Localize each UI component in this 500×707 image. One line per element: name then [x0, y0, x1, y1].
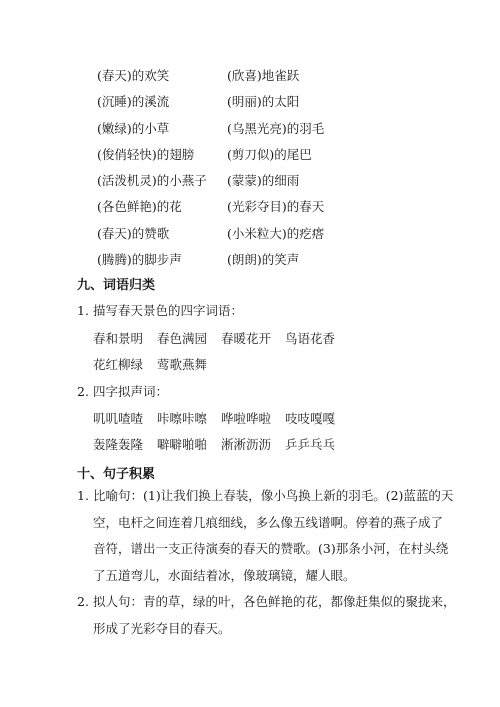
- word-group-row: [93, 355, 221, 373]
- word: 吱吱嘎嘎: [285, 411, 336, 426]
- pair-right: (朗朗)的笑声: [227, 252, 300, 268]
- paragraph-line: 空，电杆之间连着几痕细线，多么像五线谱啊。停着的燕子成了: [93, 514, 444, 530]
- line-text: 拟人句：青的草，绿的叶，各色鲜艳的花，都像赶集似的聚拢来，: [93, 594, 456, 609]
- paragraph-personification: [77, 589, 465, 642]
- paragraph-metaphor: [77, 483, 465, 589]
- section-heading-10: 十、句子积累: [77, 467, 156, 482]
- item-text: 四字拟声词：: [93, 384, 169, 399]
- item-number: 2.: [77, 384, 89, 399]
- pair-left: (俊俏轻快)的翅膀: [97, 146, 195, 162]
- word: 哗啦哗啦: [221, 411, 272, 426]
- word: 噼噼啪啪: [157, 437, 208, 452]
- word: 咔嚓咔嚓: [157, 411, 208, 426]
- pair-left: (活泼机灵)的小燕子: [97, 173, 207, 189]
- line-text: 比喻句：(1)让我们换上春装，像小鸟换上新的羽毛。(2)蓝蓝的天: [93, 488, 454, 503]
- pair-right: (欣喜)地雀跃: [227, 68, 300, 83]
- word: 春色满园: [157, 331, 208, 346]
- item-number: 1.: [77, 488, 89, 503]
- word: 春暖花开: [221, 331, 272, 346]
- word-pair-row: [97, 168, 357, 194]
- word: 花红柳绿: [93, 357, 144, 372]
- pair-right: (小米粒大)的疙瘩: [227, 225, 325, 241]
- word: 鸟语花香: [285, 331, 336, 346]
- item-number: 2.: [77, 594, 89, 609]
- word-pair-list: [97, 63, 357, 273]
- word: 轰隆轰隆: [93, 437, 144, 452]
- pair-right: (明丽)的太阳: [227, 94, 300, 110]
- word-pair-row: [97, 116, 357, 142]
- paragraph-line: 音符，谱出一支正待演奏的春天的赞歌。(3)那条小河，在村头绕: [93, 541, 449, 556]
- paragraph-line: 了五道弯儿，水面结着冰，像玻璃镜，耀人眼。: [93, 567, 356, 583]
- pair-left: (春天)的赞歌: [97, 225, 170, 241]
- list-item-2: [77, 382, 168, 400]
- pair-left: (腾腾)的脚步声: [97, 252, 182, 268]
- item-text: 描写春天景色的四字词语：: [93, 303, 244, 318]
- paragraph-line: [77, 589, 465, 616]
- pair-right: (剪刀似)的尾巴: [227, 146, 312, 162]
- word-group-row: [93, 409, 349, 427]
- item-number: 1.: [77, 303, 89, 318]
- word-group-row: [93, 435, 349, 453]
- pair-left: (嫩绿)的小草: [97, 120, 170, 136]
- pair-right: (乌黑光亮)的羽毛: [227, 120, 325, 136]
- list-item-1: [77, 301, 243, 319]
- pair-right: (光彩夺目)的春天: [227, 199, 325, 215]
- word-pair-row: [97, 194, 357, 220]
- word: 莺歌燕舞: [157, 357, 208, 372]
- paragraph-line: 形成了光彩夺目的春天。: [93, 620, 231, 636]
- pair-left: (沉睡)的溪流: [97, 94, 170, 110]
- word: 淅淅沥沥: [221, 437, 272, 452]
- pair-right: (蒙蒙)的细雨: [227, 173, 300, 189]
- word-pair-row: [97, 247, 357, 273]
- word: 叽叽喳喳: [93, 411, 144, 426]
- word-group-row: [93, 329, 349, 347]
- paragraph-line: [77, 483, 465, 510]
- word-pair-row: [97, 89, 357, 115]
- pair-left: (各色鲜艳)的花: [97, 199, 182, 215]
- section-heading-9: 九、词语归类: [77, 278, 156, 293]
- pair-left: (春天)的欢笑: [97, 68, 170, 83]
- word-pair-row: [97, 63, 357, 89]
- word-pair-row: [97, 221, 357, 247]
- word: 春和景明: [93, 331, 144, 346]
- word-pair-row: [97, 142, 357, 168]
- word: 乒乒乓乓: [285, 437, 336, 452]
